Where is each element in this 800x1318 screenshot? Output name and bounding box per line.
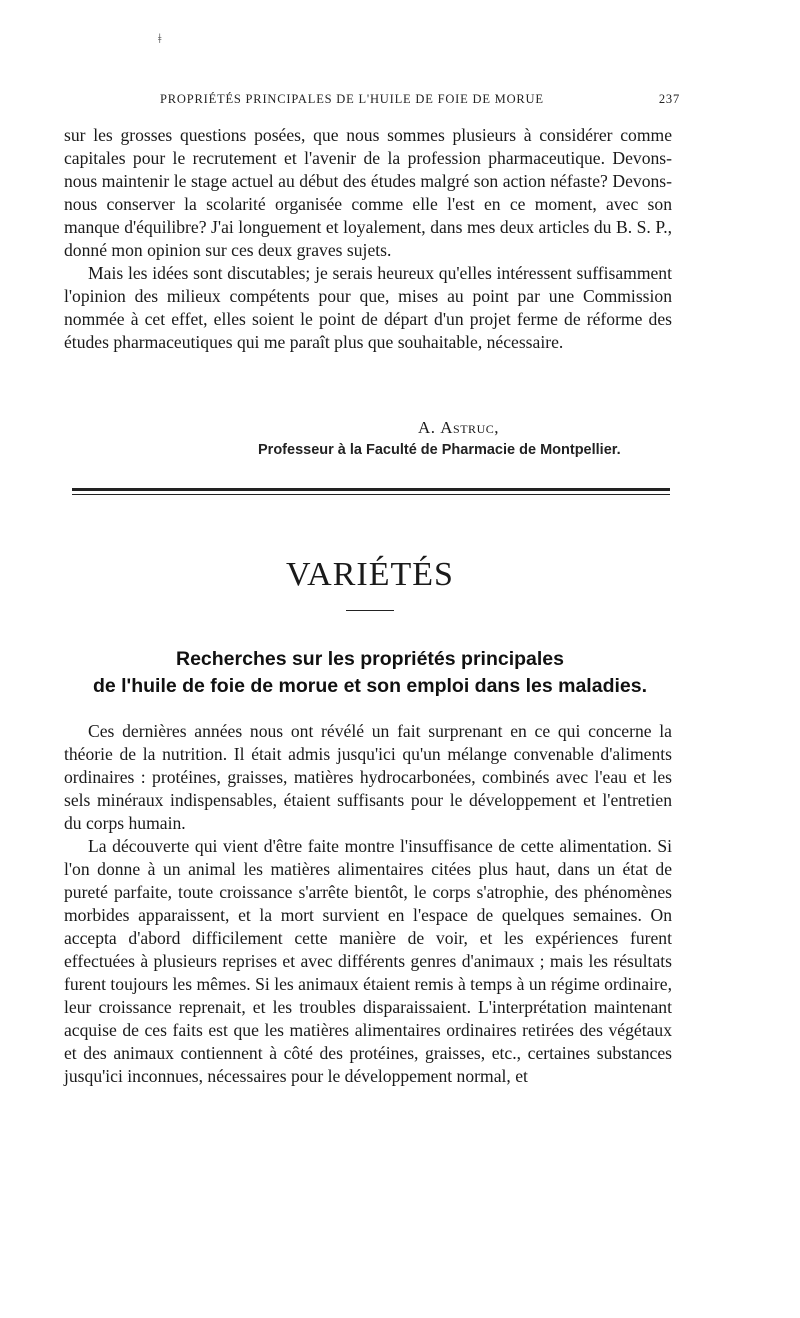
running-title: PROPRIÉTÉS PRINCIPALES DE L'HUILE DE FOIE DE MORUE	[160, 92, 544, 106]
article-body	[64, 720, 672, 1088]
section-title: VARIÉTÉS	[286, 556, 454, 593]
paragraph-closing-1: sur les grosses questions posées, que nous sommes plusieurs à considérer comme capitales pour le recrutement et l'avenir de la profession pharmaceutique. Devons-nous maintenir le stage actuel au début des études malgré son action néfaste? Devons-nous conserver la scolarité organisée comme elle l'est en ce moment, avec son manque d'équilibre? J'ai longuement et loyalement, dans mes deux articles du B. S. P., donné mon opinion sur ces deux graves sujets.	[64, 125, 672, 260]
article-title-line-1: Recherches sur les propriétés principales	[175, 648, 564, 670]
separator-rule-thin	[72, 494, 670, 495]
article-paragraph-1: Ces dernières années nous ont révélé un fait surprenant en ce qui concerne la théorie de la nutrition. Il était admis jusqu'ici qu'un mélange convenable d'aliments ordinaires : protéines, graisses, matières hydrocarbonées, combinés avec l'eau et les sels minéraux indispensables, étaient suffisants pour le développement et l'entretien du corps humain.	[64, 721, 672, 833]
article-paragraph-2: La découverte qui vient d'être faite montre l'insuffisance de cette alimentation. Si l'on donne à un animal les matières alimentaires citées plus haut, dans un état de pureté parfaite, toute croissance s'arrête bientôt, le corps s'atrophie, des phénomènes morbides apparaissent, et la mort survient en l'espace de quelques semaines. On accepta d'abord difficilement cette manière de voir, et les expériences furent effectuées à plusieurs reprises et avec différents genres d'animaux ; mais les résultats furent toujours les mêmes. Si les animaux étaient remis à temps à un régime ordinaire, leur croissance reprenait, et les troubles disparaissaient. L'interprétation maintenant acquise de ces faits est que les matières alimentaires ordinaires retirées des végétaux et des animaux contiennent à côté des protéines, graisses, etc., certaines substances jusqu'ici inconnues, nécessaires pour le développement normal, et	[64, 836, 672, 1086]
article-title-line-2: de l'huile de foie de morue et son emploi dans les maladies.	[92, 675, 648, 697]
stray-mark: ǂ	[158, 32, 162, 47]
signature-initial: A.	[418, 418, 436, 437]
signature-name	[418, 418, 499, 438]
title-underline	[346, 610, 394, 611]
running-header	[160, 92, 680, 107]
closing-text	[64, 124, 672, 354]
separator-rule-thick	[72, 488, 670, 491]
signature-surname: Astruc,	[440, 418, 499, 437]
signature-title: Professeur à la Faculté de Pharmacie de Montpellier.	[258, 442, 621, 458]
paragraph-closing-2: Mais les idées sont discutables; je serais heureux qu'elles intéressent suffisamment l'opinion des milieux compétents pour que, mises au point par une Commission nommée à cet effet, elles soient le point de départ d'un projet ferme de réforme des études pharmaceutiques qui me paraît plus que souhaitable, nécessaire.	[64, 263, 672, 352]
article-title	[60, 646, 680, 700]
page-number: 237	[658, 92, 680, 106]
